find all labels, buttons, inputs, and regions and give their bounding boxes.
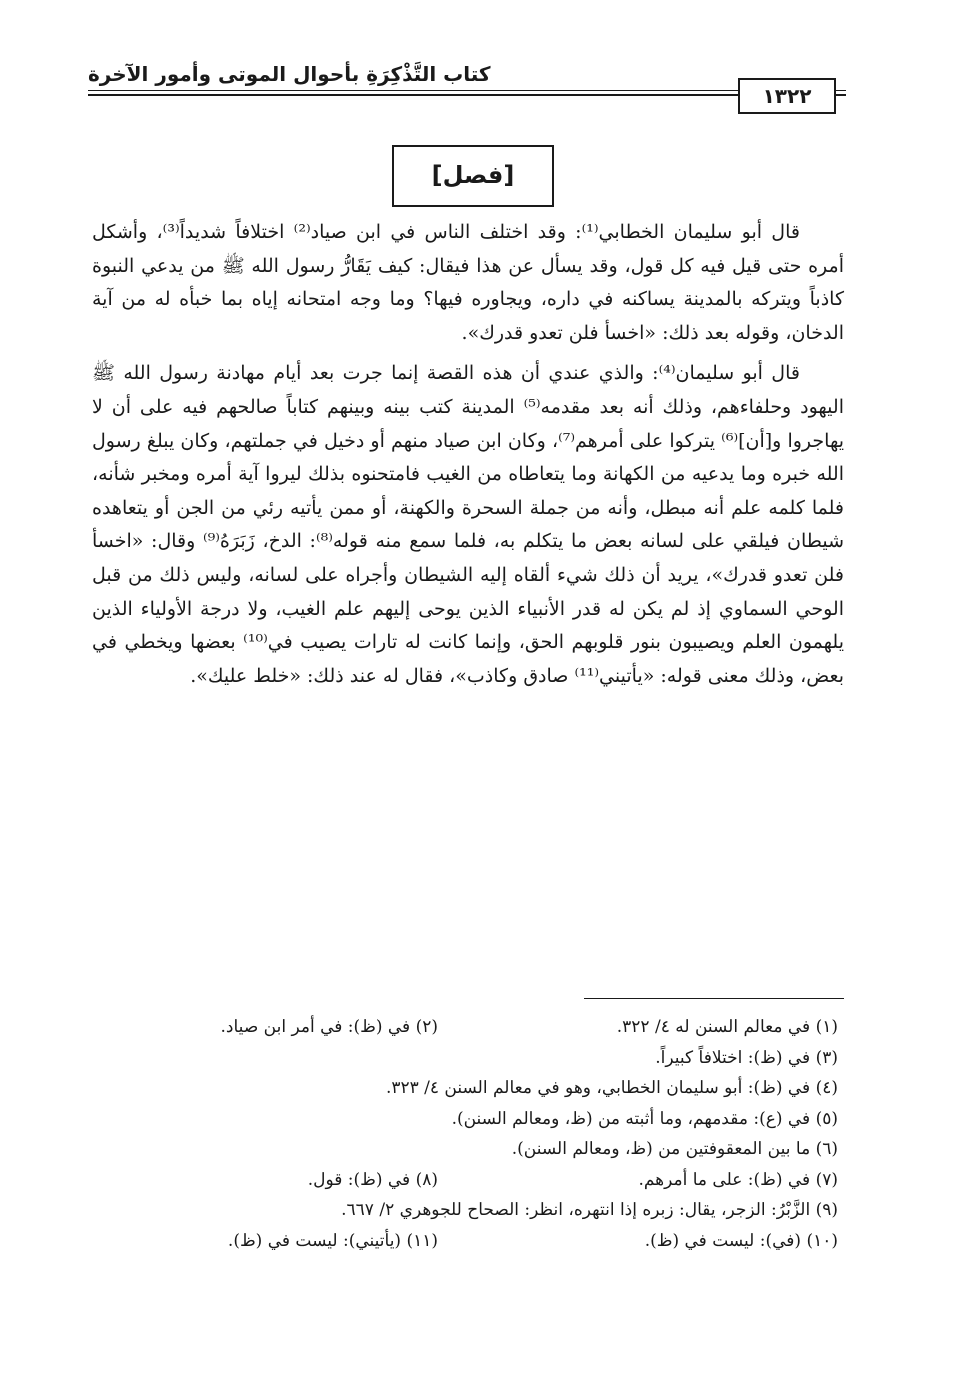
running-header [88, 60, 846, 110]
paragraph: قال أبو سليمان⁽⁴⁾: والذي عندي أن هذه القصة إنما جرت بعد أيام مهادنة رسول الله ﷺ اليهود وحلفاءهم، وذلك أنه بعد مقدمه⁽⁵⁾ المدينة كتب بينه وبينهم كتاباً صالحهم فيه على أن لا يهاجروا و[أن]⁽⁶⁾ يتركوا على أمرهم⁽⁷⁾، وكان ابن صياد منهم أو دخيل في جملتهم، وكان يبلغ رسول الله خبره وما يدعيه من الكهانة وما يتعاطاه من الغيب فامتحنوه بذلك ليروا آية أمره ومخبر شأنه، فلما كلمه علم أنه مبطل، وأنه من جملة السحرة والكهنة، أو ممن يأتيه رئي من الجن أو يتعاهده شيطان فيلقي على لسانه بعض ما يتكلم به، فلما سمع منه قوله⁽⁸⁾: الدخ، زَبَرَهُ⁽⁹⁾ وقال: «اخسأ فلن تعدو قدرك»، يريد أن ذلك شيء ألقاه إليه الشيطان وأجراه على لسانه، وليس ذلك من قبل الوحي السماوي إذ لم يكن له قدر الأنبياء الذين يوحى إليهم علم الغيب، ولا درجة الأولياء الذين يلهمون العلم ويصيبون بنور قلوبهم الحق، وإنما كانت له تارات يصيب في⁽¹⁰⁾ بعضها ويخطي في بعض، وذلك معنى قوله: «يأتيني⁽¹¹⁾ صادق وكاذب»، فقال له عند ذلك: «خلط عليك». [92, 362, 845, 687]
footnotes [92, 1012, 844, 1256]
footnote-row [92, 1134, 844, 1165]
section-heading-box [392, 145, 554, 207]
section-title: [فصل] [431, 161, 515, 189]
footnote-row [92, 1165, 844, 1196]
footnote: (٢) في (ظ): في أمر ابن صياد. [220, 1017, 438, 1037]
footnote-separator [584, 998, 844, 999]
footnote: (٤) في (ظ): أبو سليمان الخطابي، وهو في معالم السنن ٤/ ٣٢٣. [385, 1078, 838, 1098]
footnote: (٣) في (ظ): اختلافاً كبيراً. [655, 1047, 838, 1068]
header-rule-thin [88, 90, 846, 91]
footnote: (٥) في (ع): مقدمهم، وما أثبته من (ظ، ومعالم السنن). [451, 1108, 838, 1129]
main-text [92, 216, 844, 700]
footnote: (٧) في (ظ): على ما أمرهم. [638, 1169, 838, 1190]
paragraph: قال أبو سليمان الخطابي⁽¹⁾: وقد اختلف الناس في ابن صياد⁽²⁾ اختلافاً شديداً⁽³⁾، وأشكل أمره حتى قيل فيه كل قول، وقد يسأل عن هذا فيقال: كيف يَقَارُّ رسول الله ﷺ من يدعي النبوة كاذباً ويتركه بالمدينة يساكنه في داره، ويجاوره فيها؟ وما وجه امتحانه إياه بما خبأه له من آية الدخان، وقوله بعد ذلك: «اخسأ فلن تعدو قدرك». [92, 221, 844, 344]
footnote: (١٠) (في): ليست في (ظ). [644, 1230, 838, 1251]
footnote-row [92, 1104, 844, 1135]
footnote: (٦) ما بين المعقوفتين من (ظ، ومعالم السنن). [511, 1139, 838, 1159]
footnote: (٩) الزَّبْرُ: الزجر، يقال: زبره إذا انتهره، انظر: الصحاح للجوهري ٢/ ٦٦٧. [341, 1200, 838, 1220]
header-rule-thick [88, 94, 846, 96]
footnote: (١١) (يأتيني): ليست في (ظ). [227, 1230, 438, 1251]
footnote-row [92, 1043, 844, 1074]
footnote-row [92, 1012, 844, 1043]
footnote-row [92, 1073, 844, 1104]
footnote: (١) في معالم السنن له ٤/ ٣٢٢. [616, 1017, 838, 1037]
footnote: (٨) في (ظ): قول. [307, 1169, 438, 1190]
page-number: ١٣٢٢ [738, 78, 836, 114]
footnote-row [92, 1226, 844, 1257]
book-title: كتاب التَّذْكِرَةِ بأحوال الموتى وأمور الآخرة [88, 62, 491, 86]
footnote-row [92, 1195, 844, 1226]
